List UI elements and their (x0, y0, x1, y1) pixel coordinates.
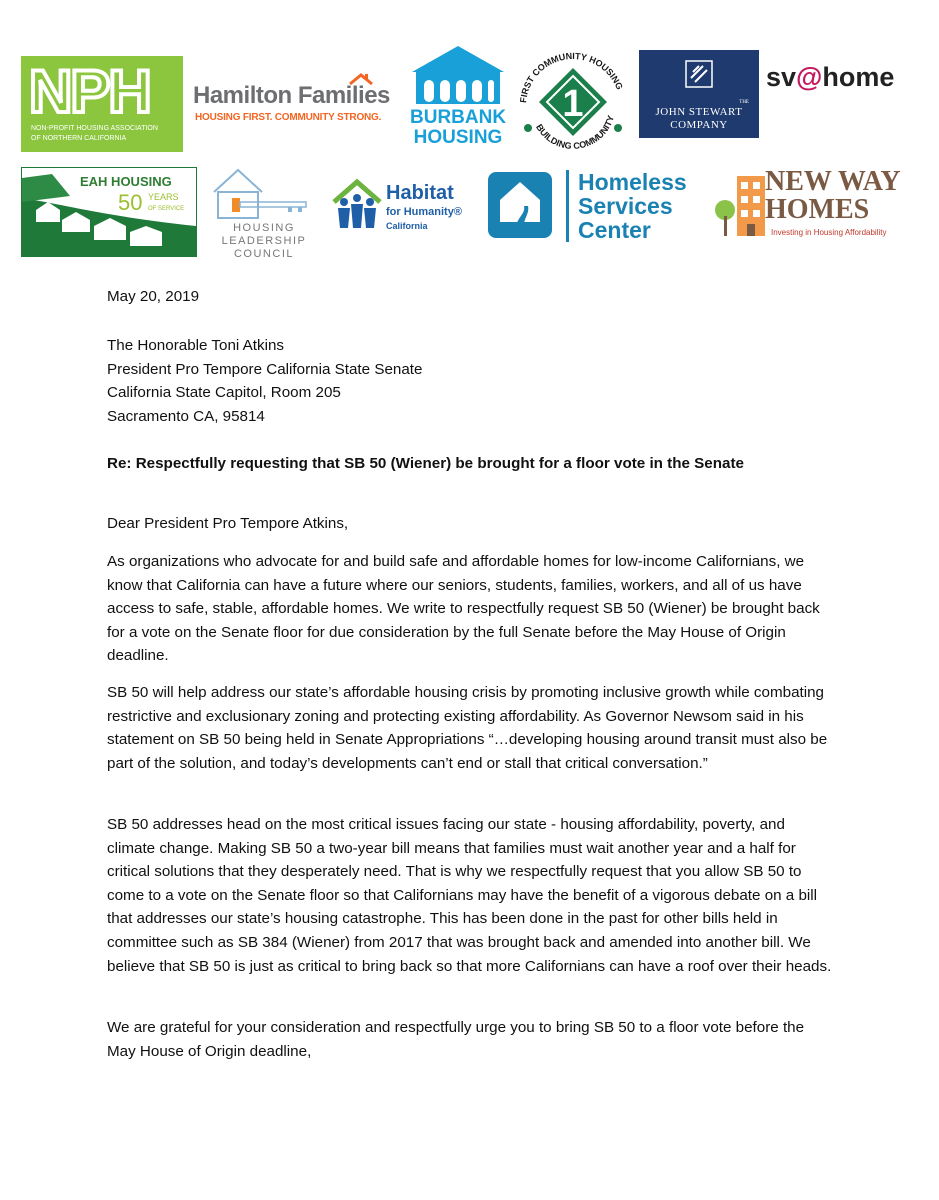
hlc-line3: COUNCIL (233, 248, 294, 260)
eah-50: 50 (118, 190, 143, 215)
address-line: The Honorable Toni Atkins (107, 337, 285, 354)
eah-housing-logo (21, 167, 197, 257)
nwh-tagline: Investing in Housing Affordability (771, 228, 887, 237)
burbank-housing-logo (410, 44, 506, 152)
habitat-ca: California (386, 221, 428, 231)
body-paragraph: SB 50 will help address our state’s affordable housing crisis by promoting inclusive growth while combating restrictive and exclusionary zoning and protecting existing affordability. As Governor Newsom said in his statement on SB 50 being held in Senate Appropriations “…developing housing around transit must also be part of the solution, and today’s developments can’t end or stall that critical conversation.” (107, 684, 828, 772)
house-key-icon (210, 166, 318, 222)
svhome-post: home (822, 62, 895, 92)
housing-leadership-council-logo (210, 166, 318, 262)
hsc-line2: Services (578, 193, 673, 219)
hamilton-name: Hamilton Families (193, 82, 390, 109)
jsc-line2: COMPANY (670, 119, 728, 131)
svhome-logo (766, 62, 916, 96)
hlc-line1: HOUSING (233, 222, 295, 234)
hamilton-families-logo (193, 70, 393, 130)
fch-top-text: FIRST COMMUNITY HOUSING (518, 50, 625, 104)
new-way-homes-logo (713, 166, 921, 242)
svhome-pre: sv (766, 62, 797, 92)
address-line: California State Capitol, Room 205 (107, 384, 341, 401)
fch-bottom-text: BUILDING COMMUNITY (534, 114, 616, 152)
nph-logo (21, 56, 183, 152)
eah-years (148, 192, 184, 214)
eah-title: EAH HOUSING (80, 174, 172, 189)
hsc-line3: Center (578, 217, 651, 243)
eah-years-line1: YEARS (148, 192, 179, 202)
hlc-line2: LEADERSHIP (221, 235, 307, 247)
subject-line: Re: Respectfully requesting that SB 50 (Wiener) be brought for a floor vote in the Senate (107, 455, 744, 472)
jsc-line1: JOHN STEWART (655, 106, 743, 118)
letter-date: May 20, 2019 (107, 288, 200, 305)
john-stewart-company-logo (639, 50, 759, 138)
jsc-emblem-icon (685, 60, 713, 88)
hsc-name (578, 170, 687, 242)
salutation: Dear President Pro Tempore Atkins, (107, 515, 349, 532)
jsc-the: THE (739, 100, 749, 105)
fch-numeral: 1 (562, 83, 584, 125)
body-paragraph: We are grateful for your consideration and respectfully urge you to bring SB 50 to a floor vote before the May House of Origin deadline, (107, 1019, 805, 1060)
first-community-housing-logo (512, 44, 634, 154)
nph-line2: OF NORTHERN CALIFORNIA (31, 135, 127, 142)
hsc-house-icon (486, 168, 576, 244)
nwh-line2: HOMES (765, 194, 870, 225)
body-paragraph: SB 50 addresses head on the most critical issues facing our state - housing affordability, poverty, and climate change. Making SB 50 a two-year bill means that families must wait another year and a half for critical solutions that they desperately need. That is why we respectfully request that you allow SB 50 to come to a vote on the Senate floor so that Californians may have the benefit of a vigorous debate on a bill that addresses our state’s housing catastrophe. This has been done in the past for other bills held in committee such as SB 384 (Wiener) from 2017 that was brought back and amended into another bill. We believe that SB 50 is just as critical to bring back so that more Californians can have a roof over their heads. (107, 816, 832, 975)
habitat-for-humanity-logo (330, 178, 478, 240)
burbank-line1: BURBANK (410, 107, 507, 128)
address-line: Sacramento CA, 95814 (107, 407, 265, 425)
address-line: President Pro Tempore California State Senate (107, 360, 423, 378)
nwh-building-tree-icon (713, 166, 769, 242)
recipient-address (107, 334, 422, 428)
burbank-building-icon (410, 44, 506, 108)
body-paragraph: As organizations who advocate for and build safe and affordable homes for low-income Californians, we know that California can have a future where our seniors, students, families, workers, and all of us have access to safe, stable, affordable homes. We write to respectfully request SB 50 (Wiener) be brought back for a vote on the Senate floor for due consideration by the full Senate before the May House of Origin deadline. (107, 553, 820, 665)
burbank-line2: HOUSING (413, 127, 503, 148)
homeless-services-center-logo (486, 168, 706, 244)
nwh-name (765, 168, 901, 224)
nph-line1: NON-PROFIT HOUSING ASSOCIATION (31, 125, 158, 132)
svhome-at: @ (796, 62, 823, 92)
habitat-name: Habitat (386, 182, 454, 204)
habitat-sub: for Humanity® (386, 206, 462, 218)
nwh-line1: NEW WAY (765, 166, 901, 197)
hamilton-tagline: HOUSING FIRST. COMMUNITY STRONG. (195, 112, 382, 123)
hsc-line1: Homeless (578, 169, 687, 195)
habitat-people-icon (330, 178, 384, 232)
eah-years-line2: OF SERVICE (148, 206, 185, 212)
nph-initials: NPH (29, 58, 150, 125)
